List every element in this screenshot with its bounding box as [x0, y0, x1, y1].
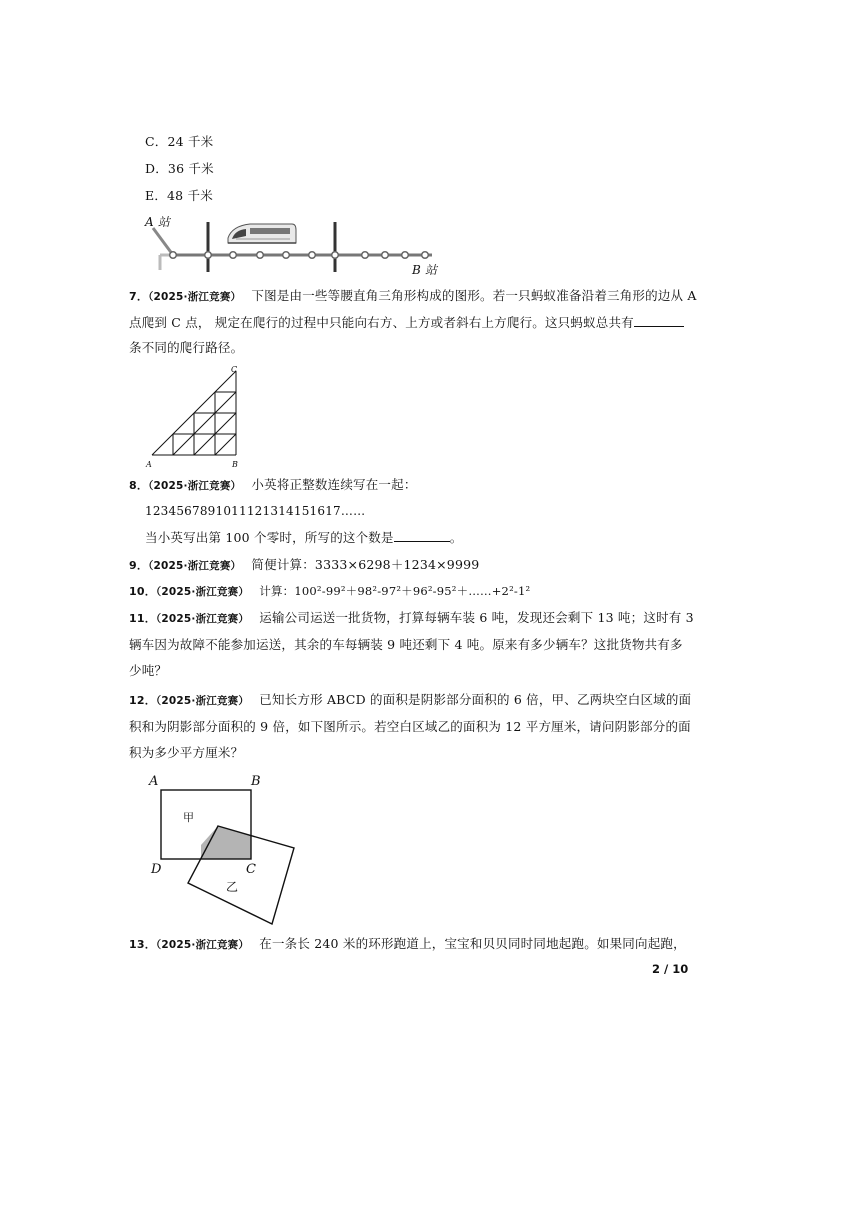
question-8-line3 [145, 529, 462, 546]
question-8-period: 。 [449, 530, 463, 545]
triangle-figure [150, 369, 240, 457]
train-icon [228, 224, 296, 243]
question-11-text1: 运输公司运送一批货物，打算每辆车装 6 吨，发现还会剩下 13 吨；这时有 3 [259, 610, 694, 625]
question-8-text3: 当小英写出第 100 个零时，所写的这个数是 [145, 530, 394, 545]
question-12-source: （2025·浙江竞赛） [155, 695, 250, 707]
question-12-number: 12． [129, 694, 156, 707]
track-label-b: B 站 [412, 263, 438, 277]
question-13-text1: 在一条长 240 米的环形跑道上，宝宝和贝贝同时同地起跑。如果同向起跑， [259, 936, 686, 951]
question-7-text2: 点爬到 C 点， 规定在爬行的过程中只能向右方、上方或者斜右上方爬行。这只蚂蚁总共有 [129, 315, 634, 330]
question-11-text3: 少吨？ [129, 663, 168, 678]
question-8-text1: 小英将正整数连续写在一起： [251, 477, 417, 492]
answer-blank-7[interactable] [634, 314, 684, 327]
question-11-text2: 辆车因为故障不能参加运送，其余的车每辆装 9 吨还剩下 4 吨。原来有多少辆车？这批货物共有多 [129, 637, 683, 652]
option-d: D．36 千米 [145, 161, 214, 176]
question-7-source: （2025·浙江竞赛） [148, 291, 242, 303]
page-number: 2 / 10 [652, 962, 689, 976]
question-7-number: 7． [129, 290, 149, 303]
rect-label-a: A [149, 774, 159, 789]
question-7-text3: 条不同的爬行路径。 [129, 340, 244, 355]
question-13-line1 [129, 936, 686, 953]
track-label-a: A 站 [145, 215, 171, 229]
rect-label-c: C [246, 862, 257, 877]
question-8-number: 8． [129, 479, 149, 492]
region-label-jia: 甲 [183, 811, 195, 824]
rect-label-b: B [251, 774, 261, 789]
question-12-line1 [129, 692, 691, 709]
question-12-text2: 积和为阴影部分面积的 9 倍，如下图所示。若空白区域乙的面积为 12 平方厘米，请问阴影部分的面 [129, 719, 691, 734]
question-13-source: （2025·浙江竞赛） [155, 939, 250, 951]
question-8-line1 [129, 477, 417, 494]
question-11-number: 11． [129, 612, 156, 625]
question-9-number: 9． [129, 559, 149, 572]
question-11-source: （2025·浙江竞赛） [155, 613, 250, 625]
option-c: C．24 千米 [145, 134, 214, 149]
region-label-yi: 乙 [226, 880, 239, 894]
question-8-source: （2025·浙江竞赛） [148, 480, 242, 492]
question-9 [129, 557, 479, 574]
question-7-text1: 下图是由一些等腰直角三角形构成的图形。若一只蚂蚁准备沿着三角形的边从 A [251, 288, 697, 303]
question-11-line1 [129, 610, 694, 627]
rectangles-figure [150, 780, 310, 930]
question-9-text: 简便计算：3333×6298＋1234×9999 [251, 557, 480, 572]
question-8-digits: 1234567891011121314151617…… [145, 504, 366, 518]
triangle-label-b: B [232, 460, 239, 469]
question-10-number: 10． [129, 585, 156, 598]
track-figure [140, 212, 440, 278]
question-10 [129, 583, 530, 600]
question-12-text1: 已知长方形 ABCD 的面积是阴影部分面积的 6 倍，甲、乙两块空白区域的面 [259, 692, 692, 707]
question-10-text: 计算：100²-99²＋98²-97²＋96²-95²＋……+2²-1² [259, 584, 531, 598]
question-12-text3: 积为多少平方厘米？ [129, 745, 244, 760]
triangle-label-c: C [231, 365, 238, 374]
question-9-source: （2025·浙江竞赛） [148, 560, 242, 572]
answer-blank-8[interactable] [394, 529, 450, 542]
triangle-label-a: A [146, 460, 152, 469]
question-7-line2 [129, 314, 684, 331]
rect-label-d: D [151, 862, 162, 877]
question-7-line1 [129, 288, 697, 305]
option-e: E．48 千米 [145, 188, 213, 203]
question-13-number: 13． [129, 938, 156, 951]
question-10-source: （2025·浙江竞赛） [155, 586, 250, 598]
